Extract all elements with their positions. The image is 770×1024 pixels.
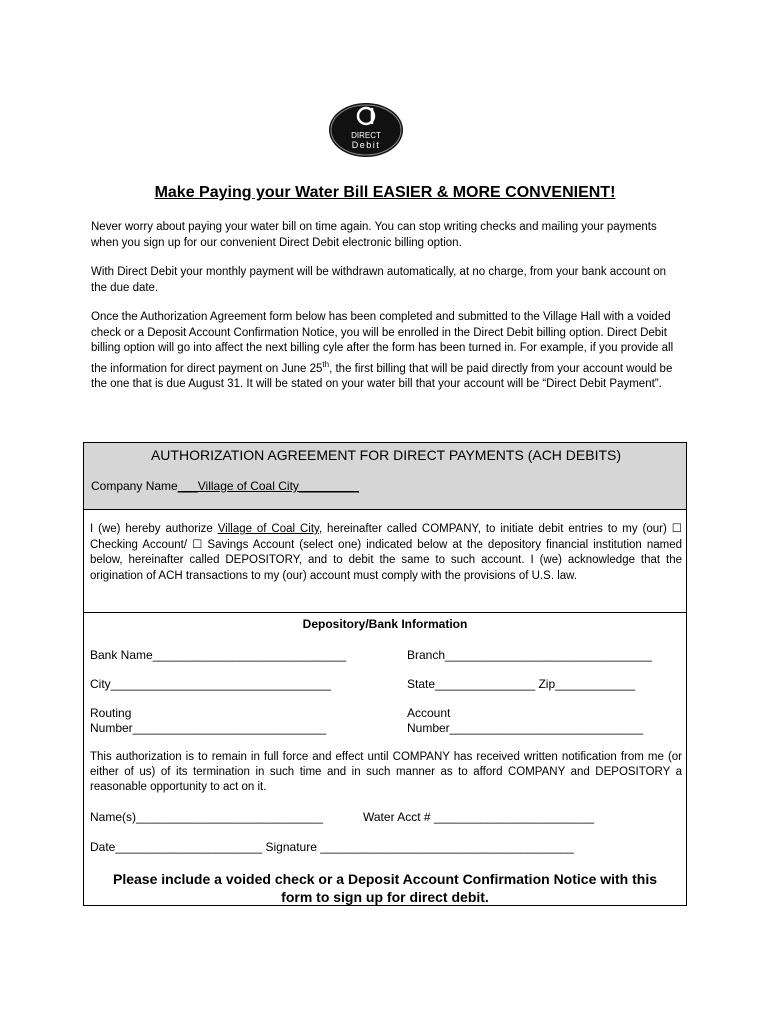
company-value: Village of Coal City xyxy=(197,479,299,493)
notice-line-2: form to sign up for direct debit. xyxy=(281,889,489,905)
auth-text-2: , hereinafter called COMPANY, to initiate debit entries to my (our) ☐ Checking Account/ ☐ Savings Account (select one) indicated below at the depository financial institution named below, hereinafter called DEPOSITORY, and to debit the same to such account. I (we) acknowledge that the origination of ACH transactions to my (our) account must comply with the provisions of U.S. law. xyxy=(90,523,683,582)
ordinal-suffix: th xyxy=(322,359,330,369)
auth-company: Village of Coal City xyxy=(217,523,319,535)
account-label-1: Account xyxy=(407,706,451,720)
branch-field[interactable]: Branch_______________________________ xyxy=(407,648,652,662)
bank-section-divider xyxy=(83,612,687,613)
city-field[interactable]: City_________________________________ xyxy=(90,677,331,691)
names-field[interactable]: Name(s)____________________________ xyxy=(90,810,323,824)
page-headline: Make Paying your Water Bill EASIER & MORE CONVENIENT! xyxy=(154,184,616,201)
bank-info-title: Depository/Bank Information xyxy=(302,617,468,631)
paragraph-3-main: Once the Authorization Agreement form below has been completed and submitted to the Village Hall with a voided check or a Deposit Account Confirmation Notice, you will be enrolled in the Direct Debit billing option. Direct Debit billing option will go into affect the next billing cyle after the form has been turned in. xyxy=(91,311,671,354)
voided-check-notice xyxy=(83,870,687,906)
direct-debit-logo xyxy=(328,102,404,158)
routing-number-field[interactable] xyxy=(90,706,326,736)
auth-text-1: I (we) hereby authorize xyxy=(90,523,218,535)
account-label-2: Number_____________________________ xyxy=(407,721,644,735)
paragraph-3-example: For example, if you provide all the information for direct payment on June 25 xyxy=(91,342,674,375)
logo-line1: DIRECT xyxy=(351,131,381,140)
form-header xyxy=(83,442,687,510)
form-right-border xyxy=(686,510,687,905)
account-number-field[interactable] xyxy=(407,706,643,736)
company-name-line xyxy=(91,479,359,493)
intro-paragraph-1: Never worry about paying your water bill on time again. You can stop writing checks and mailing your payments when you sign up for our convenient Direct Debit electronic billing option. xyxy=(91,221,657,249)
form-bottom-border xyxy=(83,905,687,906)
form-left-border xyxy=(83,510,84,905)
paragraph-3-example-end: , the first billing that will be paid directly from your account would be the one that is due August 31. It will be stated on your water bill that your account will be “Direct Debit Payment”. xyxy=(91,362,673,390)
logo-line2: Debit xyxy=(351,140,381,150)
bank-name-field[interactable]: Bank Name_____________________________ xyxy=(90,648,347,662)
routing-label-2: Number_____________________________ xyxy=(90,721,327,735)
intro-paragraph-3 xyxy=(91,310,681,392)
water-account-field[interactable]: Water Acct # ________________________ xyxy=(363,810,595,824)
notice-line-1: Please include a voided check or a Deposit Account Confirmation Notice with this xyxy=(112,871,658,887)
authorization-text xyxy=(90,522,682,584)
company-suffix: _________ xyxy=(298,479,359,493)
routing-label-1: Routing xyxy=(90,706,132,720)
authorization-form xyxy=(83,442,687,906)
state-zip-field[interactable]: State_______________ Zip____________ xyxy=(407,677,636,691)
company-prefix: ___ xyxy=(177,479,198,493)
closing-text: This authorization is to remain in full force and effect until COMPANY has received written notification from me (or either of us) of its termination in such time and in such manner as to afford COMPANY and DEPOSITORY a reasonable opportunity to act on it. xyxy=(90,751,682,793)
date-signature-field[interactable]: Date______________________ Signature ______________________________________ xyxy=(90,840,574,854)
company-label: Company Name xyxy=(91,479,178,493)
direct-debit-logo-icon xyxy=(328,102,404,158)
intro-paragraph-2: With Direct Debit your monthly payment will be withdrawn automatically, at no charge, from your bank account on the due date. xyxy=(91,266,667,294)
form-title: AUTHORIZATION AGREEMENT FOR DIRECT PAYMENTS (ACH DEBITS) xyxy=(150,447,622,463)
